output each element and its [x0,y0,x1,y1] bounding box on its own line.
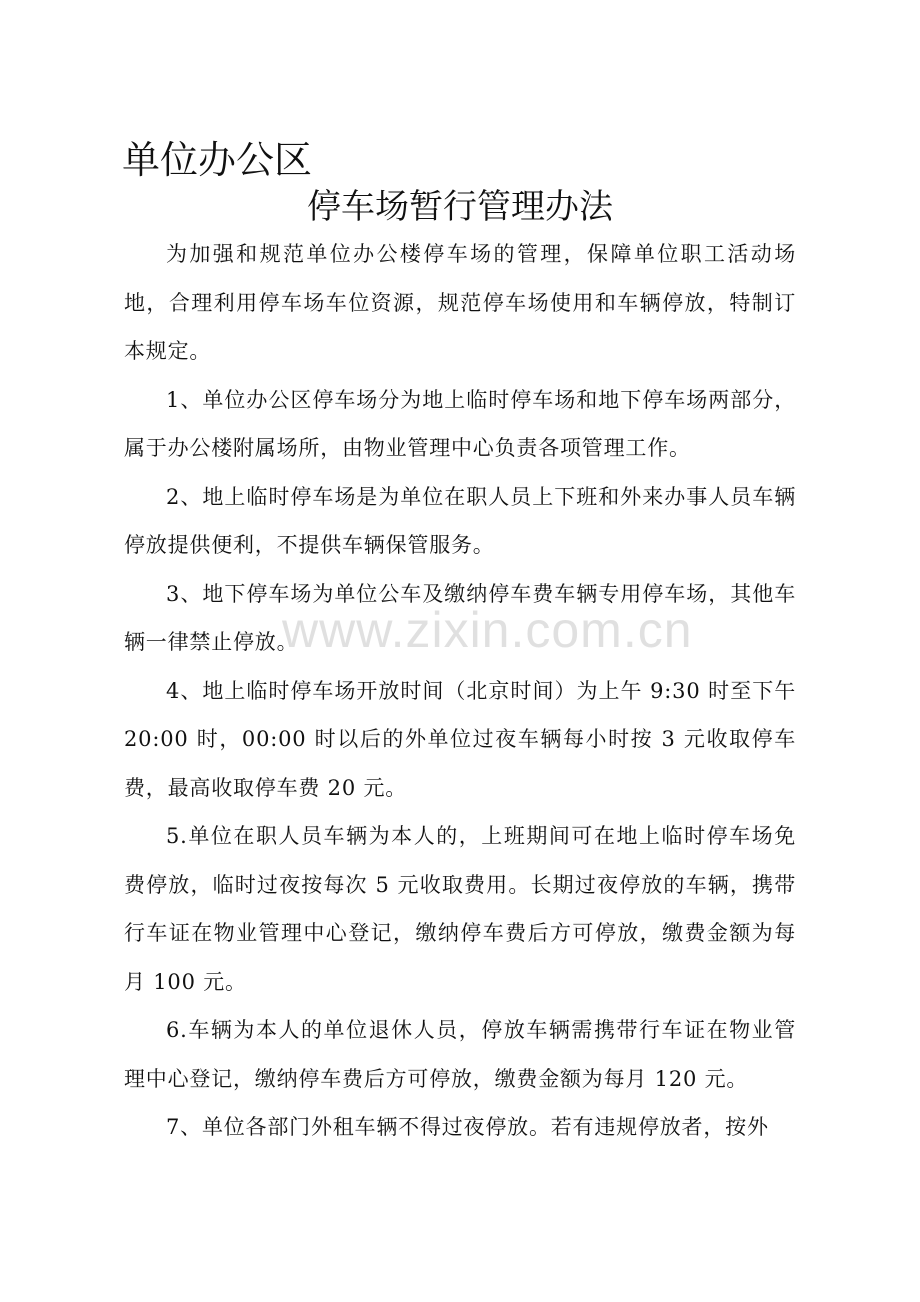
rule-paragraph-7: 7、单位各部门外租车辆不得过夜停放。若有违规停放者，按外 [166,1115,769,1139]
rule-paragraph-6: 6.车辆为本人的单位退休人员，停放车辆需携带行车证在物业管理中心登记，缴纳停车费后方可停放，缴费金额为每月 120 元。 [124,1018,796,1091]
intro-paragraph: 为加强和规范单位办公楼停车场的管理，保障单位职工活动场地，合理利用停车场车位资源，规范停车场使用和车辆停放，特制订本规定。 [124,242,796,363]
rule-paragraph-5: 5.单位在职人员车辆为本人的，上班期间可在地上临时停车场免费停放，临时过夜按每次 5 元收取费用。长期过夜停放的车辆，携带行车证在物业管理中心登记，缴纳停车费后方可停放，缴费金额为每月 100 元。 [124,824,796,994]
rule-paragraph-1: 1、单位办公区停车场分为地上临时停车场和地下停车场两部分，属于办公楼附属场所，由物业管理中心负责各项管理工作。 [124,387,796,460]
rule-paragraph-4: 4、地上临时停车场开放时间（北京时间）为上午 9:30 时至下午 20:00 时，00:00 时以后的外单位过夜车辆每小时按 3 元收取停车费，最高收取停车费 20 元。 [124,678,796,800]
org-heading: 单位办公区 [122,138,313,182]
rule-paragraph-3: 3、地下停车场为单位公车及缴纳停车费车辆专用停车场，其他车辆一律禁止停放。 [124,581,796,654]
watermark-text: www.zixin.com.cn [282,602,693,658]
document-body [124,230,796,1152]
document-title: 停车场暂行管理办法 [307,187,613,227]
rule-paragraph-2: 2、地上临时停车场是为单位在职人员上下班和外来办事人员车辆停放提供便利，不提供车辆保管服务。 [124,484,796,557]
